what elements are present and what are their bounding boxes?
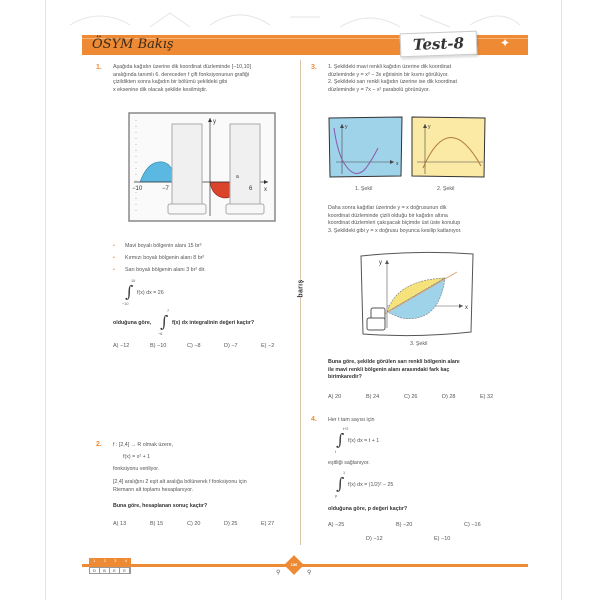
- q1-label-6: 6: [249, 186, 253, 192]
- q2-option-b[interactable]: B) 15: [150, 521, 164, 527]
- answer-key-answer: E: [110, 568, 120, 573]
- q1-int2-upper: 7: [167, 309, 170, 313]
- q2-prompt: Buna göre, hesaplanan sonuç kaçtır?: [113, 503, 208, 509]
- q3-option-a[interactable]: A) 20: [328, 394, 342, 400]
- q1-int1-upper: 10: [131, 279, 136, 283]
- q4-int1-lower: t: [335, 450, 337, 454]
- q4-options-row1: [328, 522, 518, 529]
- q3-fig1-x-label: x: [396, 161, 399, 167]
- q1-text-line: x eksenine dik olacak şekilde kesilmiştir.: [113, 86, 208, 93]
- q3-fig2-y-label: y: [428, 124, 431, 130]
- q1-bullet: • Mavi boyalı bölgenin alanı 15 br²: [125, 243, 202, 250]
- q3-fig3-y-label: y: [379, 260, 382, 266]
- q1-bullet: • Kırmızı boyalı bölgenin alanı 8 br²: [125, 255, 204, 262]
- q1-option-b[interactable]: B) −10: [150, 343, 167, 349]
- column-divider: [300, 60, 301, 545]
- q2-number: 2.: [96, 441, 102, 448]
- q1-option-e[interactable]: E) −2: [261, 343, 275, 349]
- q3-fig1-caption: 1. Şekil: [355, 186, 373, 192]
- integral-sign: ∫: [336, 474, 345, 493]
- integral-sign: ∫: [336, 430, 345, 449]
- q2-options: [113, 521, 293, 528]
- q3-fig3-caption: 3. Şekil: [410, 341, 428, 347]
- q1-label-x: x: [264, 187, 267, 193]
- footer-bar: [82, 564, 528, 567]
- q2-option-d[interactable]: D) 25: [224, 521, 238, 527]
- q3-text-line: koordinat düzleminde çizili olduğu bir kağıdın altına: [328, 212, 448, 219]
- answer-key-answer: E: [120, 568, 130, 573]
- q4-int2-upper: 1: [343, 471, 346, 475]
- q3-figure3: [357, 250, 477, 338]
- q2-line1: f : [2,4] → R olmak üzere,: [113, 442, 174, 448]
- figure-icon-right: ⚲: [307, 570, 312, 576]
- q3-text-line: 2. Şekildeki sarı renkli kağıdın üzerine ise dik koordinat: [328, 79, 457, 86]
- q3-number: 3.: [311, 64, 317, 71]
- answer-key-answer: D: [90, 568, 100, 573]
- q4-option-b[interactable]: B) −20: [396, 522, 413, 528]
- q4-prompt: olduğuna göre, p değeri kaçtır?: [328, 506, 408, 512]
- q4-int1-body: f(x) dx = t + 1: [348, 438, 380, 444]
- answer-key-number: 4: [124, 559, 127, 563]
- q1-bullet: • Sarı boyalı bölgenin alanı 3 br² dir.: [125, 267, 206, 274]
- q3-figure2: [411, 116, 486, 178]
- q4-options-row2: [366, 536, 516, 543]
- q4-option-e[interactable]: E) −10: [434, 536, 451, 542]
- q3-prompt-line: ile mavi renkli bölgenin alanı arasındaki fark kaç: [328, 366, 450, 373]
- q3-prompt-line: birimkaredir?: [328, 374, 362, 381]
- q4-int2-body: f(x) dx = (1/2)² − 25: [348, 482, 394, 488]
- answer-key-numbers: [89, 558, 131, 564]
- q3-prompt-line: Buna göre, şekilde görülen sarı renkli bölgenin alanı: [328, 359, 460, 365]
- q1-prompt-pre: olduğuna göre,: [113, 320, 152, 326]
- q3-fig2-yellow-paper: [412, 117, 485, 177]
- q3-prompt: [328, 359, 460, 382]
- q3-text2: [328, 205, 462, 235]
- q3-text-line: düzleminde y = x³ − 3x eğrisinin bir kısmı görülüyor.: [328, 71, 449, 78]
- answer-key-answers: [89, 567, 131, 574]
- q1-option-d[interactable]: D) −7: [224, 343, 238, 349]
- test-label: Test-8: [400, 31, 478, 58]
- q3-text: [328, 64, 457, 94]
- q1-int2-lower: −6: [158, 332, 163, 336]
- q3-fig3-roll2: [367, 318, 385, 330]
- q1-label-a: a: [236, 174, 239, 180]
- integral-sign: ∫: [125, 282, 134, 301]
- q1-text: [113, 64, 251, 94]
- q4-option-a[interactable]: A) −25: [328, 522, 345, 528]
- side-watermark-label: barış: [297, 279, 305, 298]
- q3-text-line: koordinat düzlemleri çakışacak biçimde üst üste konulup: [328, 220, 461, 227]
- q4-option-d[interactable]: D) −12: [366, 536, 383, 542]
- answer-key-number: 1: [93, 559, 96, 563]
- q1-paper-roll-left: [168, 204, 206, 214]
- q1-label-y: y: [213, 119, 216, 125]
- runner-icon: ✦: [500, 36, 511, 50]
- q2-text-line: Riemann alt toplamı hesaplanıyor.: [113, 486, 194, 493]
- q1-options: [113, 343, 293, 350]
- integral-sign: ∫: [160, 312, 169, 331]
- q4-number: 4.: [311, 416, 317, 423]
- q1-paper-roll-right: [226, 204, 264, 214]
- answer-key-number: 3: [114, 559, 117, 563]
- q3-fig1-y-label: y: [345, 124, 348, 130]
- q2-line2: fonksiyonu veriliyor.: [113, 466, 160, 472]
- q1-int1-lower: −10: [122, 302, 129, 306]
- q3-options: [328, 394, 518, 401]
- q1-text-line: aralığında tanımlı 6. dereceden f çift fonksiyonunun grafiği: [113, 71, 250, 78]
- q3-text-line: 1. Şekildeki mavi renkli kağıdın üzerine dik koordinat: [328, 64, 452, 70]
- q3-figure1: [328, 116, 403, 178]
- q3-text-line: Daha sonra kağıtlar üzerinde y = x doğrusunun dik: [328, 205, 447, 211]
- q1-text-line: çizildikten sonra kağıdın bir bölümü şekildeki gibi: [113, 79, 228, 86]
- q1-int1-body: f(x) dx = 26: [137, 290, 164, 296]
- q3-text-line: düzleminde y = 7x − x² parabolü görünüyor.: [328, 86, 430, 93]
- q4-option-c[interactable]: C) −16: [464, 522, 481, 528]
- q4-line2: eşitliği sağlanıyor.: [328, 460, 370, 466]
- answer-key-answer: B: [100, 568, 110, 573]
- q3-option-c[interactable]: C) 26: [404, 394, 418, 400]
- brand-logo: ÖSYM Bakış: [92, 37, 174, 52]
- answer-key-number: 2: [103, 559, 106, 563]
- q1-label-neg7: −7: [162, 186, 169, 192]
- q2-option-c[interactable]: C) 20: [187, 521, 201, 527]
- q1-figure: [128, 112, 276, 222]
- q3-fig2-caption: 2. Şekil: [437, 186, 455, 192]
- q4-line1: Her t tam sayısı için: [328, 417, 375, 423]
- q1-int2-body: f(x) dx integralinin değeri kaçtır?: [172, 320, 255, 326]
- page-number: 136: [290, 562, 298, 567]
- q2-option-e[interactable]: E) 27: [261, 521, 275, 527]
- q2-line3: [113, 479, 247, 494]
- q3-option-d[interactable]: D) 28: [442, 394, 456, 400]
- q1-option-a[interactable]: A) −12: [113, 343, 130, 349]
- q2-text-line: [2,4] aralığını 2 eşit alt aralığa bölünerek f fonksiyonu için: [113, 479, 247, 485]
- q4-int1-upper: t+2: [343, 427, 349, 431]
- q1-option-c[interactable]: C) −8: [187, 343, 201, 349]
- figure-icon-left: ⚲: [276, 570, 281, 576]
- q2-formula: f(x) = x² + 1: [123, 454, 151, 460]
- q3-option-b[interactable]: B) 24: [366, 394, 380, 400]
- header-doodle-decoration: [60, 5, 530, 33]
- q4-int2-lower: p: [335, 494, 338, 498]
- q1-number: 1.: [96, 64, 102, 71]
- q1-folded-paper-left: [172, 124, 202, 210]
- q1-text-line: Aşağıda kağıdın üzerine dik koordinat düzleminde [−10,10]: [113, 64, 251, 70]
- q1-folded-paper-right: [230, 124, 260, 210]
- q3-fig3-x-label: x: [465, 305, 468, 311]
- q3-text-line: 3. Şekildeki gibi y = x doğrusu boyunca kesilip katlanıyor.: [328, 227, 462, 234]
- q2-option-a[interactable]: A) 13: [113, 521, 127, 527]
- q3-option-e[interactable]: E) 32: [480, 394, 494, 400]
- q1-label-neg10: −10: [132, 186, 143, 192]
